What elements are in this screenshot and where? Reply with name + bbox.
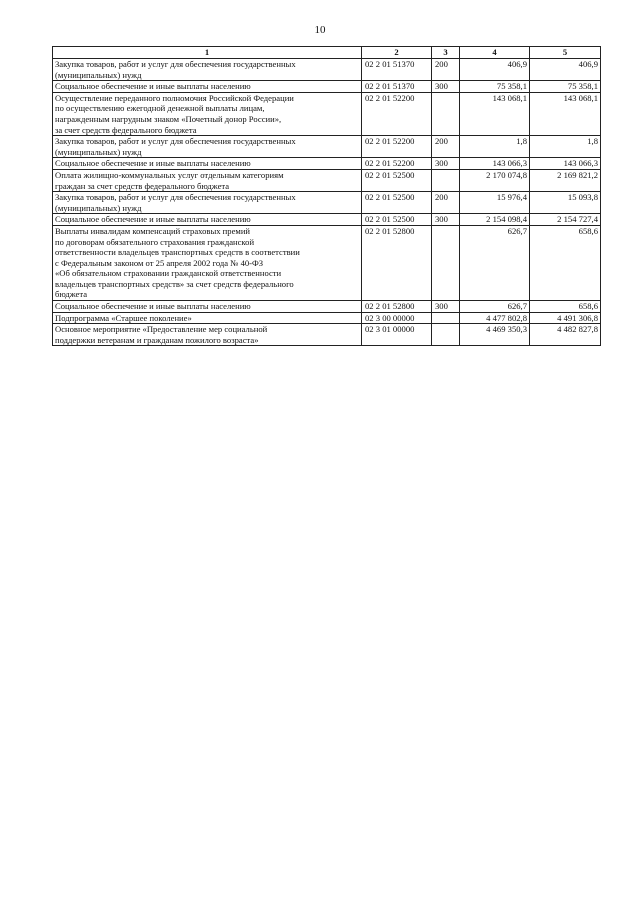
- row-name-line: (муниципальных) нужд: [55, 202, 142, 213]
- row-code-cell: 02 2 01 52200: [362, 158, 432, 170]
- row-code-cell: 02 2 01 52500: [362, 169, 432, 191]
- header-col-1: 1: [53, 47, 362, 59]
- row-code-cell: 02 2 01 52500: [362, 214, 432, 226]
- table-body: [53, 59, 601, 346]
- header-col-4: 4: [460, 47, 530, 59]
- row-vr-cell: [432, 324, 460, 346]
- row-value-2-cell: 1,8: [530, 136, 601, 158]
- row-code-cell: 02 2 01 52800: [362, 225, 432, 300]
- row-name-cell: [53, 59, 362, 81]
- row-vr-cell: 200: [432, 136, 460, 158]
- row-name-cell: [53, 192, 362, 214]
- row-code-cell: 02 2 01 51370: [362, 81, 432, 93]
- row-value-2-cell: 658,6: [530, 225, 601, 300]
- row-name-line: награжденным нагрудным знаком «Почетный донор России»,: [55, 113, 282, 124]
- row-name-cell: [53, 301, 362, 313]
- row-name-line: (муниципальных) нужд: [55, 69, 142, 80]
- row-vr-cell: 200: [432, 192, 460, 214]
- row-name-line: Оплата жилищно-коммунальных услуг отдельным категориям: [55, 169, 284, 180]
- table-row: [53, 214, 601, 226]
- row-value-2-cell: 4 491 306,8: [530, 312, 601, 324]
- row-value-1-cell: 406,9: [460, 59, 530, 81]
- row-vr-cell: 300: [432, 81, 460, 93]
- row-code-cell: 02 2 01 52200: [362, 92, 432, 135]
- row-value-2-cell: 75 358,1: [530, 81, 601, 93]
- row-name-line: Закупка товаров, работ и услуг для обеспечения государственных: [55, 136, 296, 147]
- row-vr-cell: [432, 312, 460, 324]
- row-name-cell: [53, 158, 362, 170]
- row-name-line: поддержки ветеранам и гражданам пожилого возраста»: [55, 334, 259, 345]
- budget-table: [52, 46, 601, 346]
- row-name-line: по договорам обязательного страхования гражданской: [55, 236, 255, 247]
- row-value-2-cell: 143 068,1: [530, 92, 601, 135]
- row-vr-cell: [432, 92, 460, 135]
- table-row: [53, 158, 601, 170]
- row-name-line: граждан за счет средств федерального бюджета: [55, 180, 230, 191]
- row-value-1-cell: 143 066,3: [460, 158, 530, 170]
- row-vr-cell: [432, 169, 460, 191]
- row-name-line: ответственности владельцев транспортных средств в соответствии: [55, 247, 300, 258]
- row-name-line: Осуществление переданного полномочия Российской Федерации: [55, 92, 294, 103]
- header-col-3: 3: [432, 47, 460, 59]
- row-value-1-cell: 75 358,1: [460, 81, 530, 93]
- row-vr-cell: 200: [432, 59, 460, 81]
- table-row: [53, 136, 601, 158]
- row-name-line: за счет средств федерального бюджета: [55, 124, 197, 135]
- row-name-cell: [53, 169, 362, 191]
- table-row: [53, 169, 601, 191]
- row-name-line: с Федеральным законом от 25 апреля 2002 года № 40-ФЗ: [55, 257, 264, 268]
- row-value-1-cell: 4 477 802,8: [460, 312, 530, 324]
- table-row: [53, 81, 601, 93]
- row-vr-cell: [432, 225, 460, 300]
- table-row: [53, 59, 601, 81]
- header-col-5: 5: [530, 47, 601, 59]
- row-value-2-cell: 406,9: [530, 59, 601, 81]
- row-vr-cell: 300: [432, 158, 460, 170]
- table-row: [53, 312, 601, 324]
- row-name-line: Подпрограмма «Старшее поколение»: [55, 312, 192, 323]
- row-value-2-cell: 15 093,8: [530, 192, 601, 214]
- row-code-cell: 02 3 00 00000: [362, 312, 432, 324]
- row-name-cell: [53, 324, 362, 346]
- row-name-line: Социальное обеспечение и иные выплаты населению: [55, 158, 251, 169]
- row-value-1-cell: 2 170 074,8: [460, 169, 530, 191]
- row-name-line: Закупка товаров, работ и услуг для обеспечения государственных: [55, 59, 296, 69]
- row-name-cell: [53, 136, 362, 158]
- row-value-2-cell: 4 482 827,8: [530, 324, 601, 346]
- row-vr-cell: 300: [432, 214, 460, 226]
- row-code-cell: 02 2 01 52200: [362, 136, 432, 158]
- table-row: [53, 92, 601, 135]
- row-name-line: (муниципальных) нужд: [55, 146, 142, 157]
- row-name-line: Социальное обеспечение и иные выплаты населению: [55, 301, 251, 312]
- row-code-cell: 02 2 01 52500: [362, 192, 432, 214]
- row-name-line: Социальное обеспечение и иные выплаты населению: [55, 214, 251, 225]
- table-row: [53, 301, 601, 313]
- row-value-2-cell: 2 169 821,2: [530, 169, 601, 191]
- row-name-cell: [53, 225, 362, 300]
- row-value-1-cell: 15 976,4: [460, 192, 530, 214]
- row-value-1-cell: 626,7: [460, 225, 530, 300]
- row-name-line: владельцев транспортных средств» за счет средств федерального: [55, 278, 294, 289]
- row-code-cell: 02 3 01 00000: [362, 324, 432, 346]
- row-value-1-cell: 626,7: [460, 301, 530, 313]
- table-row: [53, 225, 601, 300]
- row-name-line: «Об обязательном страховании гражданской ответственности: [55, 268, 282, 279]
- table-row: [53, 192, 601, 214]
- page-number: 10: [314, 24, 326, 36]
- row-value-1-cell: 4 469 350,3: [460, 324, 530, 346]
- row-name-line: Основное мероприятие «Предоставление мер социальной: [55, 324, 268, 335]
- table-header-row: [53, 47, 601, 59]
- row-code-cell: 02 2 01 52800: [362, 301, 432, 313]
- header-col-2: 2: [362, 47, 432, 59]
- row-name-line: Социальное обеспечение и иные выплаты населению: [55, 81, 251, 92]
- row-vr-cell: 300: [432, 301, 460, 313]
- row-name-cell: [53, 92, 362, 135]
- row-value-1-cell: 2 154 098,4: [460, 214, 530, 226]
- row-name-line: бюджета: [55, 289, 88, 300]
- row-code-cell: 02 2 01 51370: [362, 59, 432, 81]
- row-name-line: по осуществлению ежегодной денежной выплаты лицам,: [55, 103, 265, 114]
- table-row: [53, 324, 601, 346]
- row-name-cell: [53, 312, 362, 324]
- row-value-1-cell: 143 068,1: [460, 92, 530, 135]
- row-name-cell: [53, 214, 362, 226]
- row-value-2-cell: 658,6: [530, 301, 601, 313]
- row-value-2-cell: 143 066,3: [530, 158, 601, 170]
- row-value-1-cell: 1,8: [460, 136, 530, 158]
- row-name-line: Закупка товаров, работ и услуг для обеспечения государственных: [55, 192, 296, 203]
- row-value-2-cell: 2 154 727,4: [530, 214, 601, 226]
- row-name-line: Выплаты инвалидам компенсаций страховых премий: [55, 225, 251, 236]
- row-name-cell: [53, 81, 362, 93]
